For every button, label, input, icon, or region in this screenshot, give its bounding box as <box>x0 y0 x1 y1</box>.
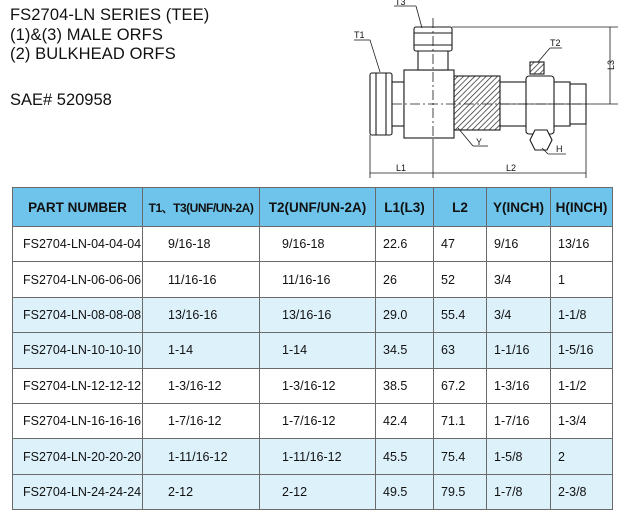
cell-part-number: FS2704-LN-16-16-16 <box>13 403 143 438</box>
cell-part-number: FS2704-LN-10-10-10 <box>13 333 143 368</box>
cell-l1: 38.5 <box>376 368 434 403</box>
title-block <box>10 6 209 65</box>
table-row <box>13 262 613 297</box>
cell-l2: 52 <box>434 262 487 297</box>
label-h: H <box>556 144 563 154</box>
header-part-number: PART NUMBER <box>13 188 143 227</box>
cell-h: 13/16 <box>551 227 613 262</box>
cell-t2: 13/16-16 <box>260 297 376 332</box>
cell-y: 3/4 <box>487 297 551 332</box>
cell-t1-t3: 11/16-16 <box>143 262 260 297</box>
label-l3: L3 <box>606 59 616 70</box>
table-row <box>13 227 613 262</box>
label-l2: L2 <box>506 163 517 173</box>
cell-h: 1-1/2 <box>551 368 613 403</box>
cell-part-number: FS2704-LN-04-04-04 <box>13 227 143 262</box>
cell-part-number: FS2704-LN-20-20-20 <box>13 439 143 474</box>
header-y: Y(INCH) <box>487 188 551 227</box>
header-l2: L2 <box>434 188 487 227</box>
label-l1: L1 <box>396 163 407 173</box>
cell-l1: 34.5 <box>376 333 434 368</box>
cell-t1-t3: 1-3/16-12 <box>143 368 260 403</box>
cell-l2: 79.5 <box>434 474 487 509</box>
cell-h: 1-3/4 <box>551 403 613 438</box>
body-right <box>454 76 500 130</box>
label-t1: T1 <box>354 30 365 40</box>
cell-part-number: FS2704-LN-24-24-24 <box>13 474 143 509</box>
cell-t1-t3: 9/16-18 <box>143 227 260 262</box>
spec-table <box>12 187 613 510</box>
cell-t1-t3: 13/16-16 <box>143 297 260 332</box>
cell-h: 1-1/8 <box>551 297 613 332</box>
cell-l1: 26 <box>376 262 434 297</box>
cell-l2: 47 <box>434 227 487 262</box>
subtitle-bulkhead-orfs: (2) BULKHEAD ORFS <box>10 45 176 63</box>
cell-part-number: FS2704-LN-06-06-06 <box>13 262 143 297</box>
cell-h: 1-5/16 <box>551 333 613 368</box>
cell-y: 1-3/16 <box>487 368 551 403</box>
cell-t2: 11/16-16 <box>260 262 376 297</box>
cell-h: 2-3/8 <box>551 474 613 509</box>
cell-t2: 1-14 <box>260 333 376 368</box>
cell-l1: 45.5 <box>376 439 434 474</box>
cell-l1: 49.5 <box>376 474 434 509</box>
cell-t2: 2-12 <box>260 474 376 509</box>
cell-l2: 63 <box>434 333 487 368</box>
cell-y: 1-1/16 <box>487 333 551 368</box>
cell-y: 3/4 <box>487 262 551 297</box>
cell-t1-t3: 1-11/16-12 <box>143 439 260 474</box>
cell-t1-t3: 1-14 <box>143 333 260 368</box>
label-y: Y <box>476 137 483 147</box>
table-row <box>13 474 613 509</box>
cell-t1-t3: 2-12 <box>143 474 260 509</box>
cell-t2: 9/16-18 <box>260 227 376 262</box>
cell-part-number: FS2704-LN-08-08-08 <box>13 297 143 332</box>
header-t1-t3: T1、T3(UNF/UN-2A) <box>143 188 260 227</box>
t2-thread <box>530 62 544 74</box>
cell-t1-t3: 1-7/16-12 <box>143 403 260 438</box>
cell-h: 1 <box>551 262 613 297</box>
cell-t2: 1-3/16-12 <box>260 368 376 403</box>
cell-h: 2 <box>551 439 613 474</box>
cell-y: 1-5/8 <box>487 439 551 474</box>
table-row <box>13 333 613 368</box>
header-h: H(INCH) <box>551 188 613 227</box>
label-t2: T2 <box>550 38 561 48</box>
cell-l2: 55.4 <box>434 297 487 332</box>
cell-y: 9/16 <box>487 227 551 262</box>
header-t2: T2(UNF/UN-2A) <box>260 188 376 227</box>
lock-nut <box>526 76 554 134</box>
cell-t2: 1-11/16-12 <box>260 439 376 474</box>
sae-number: SAE# 520958 <box>10 91 112 109</box>
series-title: FS2704-LN SERIES (TEE) <box>10 6 210 24</box>
tee-fitting-drawing <box>330 0 638 185</box>
table-row <box>13 403 613 438</box>
cell-part-number: FS2704-LN-12-12-12 <box>13 368 143 403</box>
cell-t2: 1-7/16-12 <box>260 403 376 438</box>
table-row <box>13 297 613 332</box>
cell-y: 1-7/16 <box>487 403 551 438</box>
table-header-row <box>13 188 613 227</box>
table-row <box>13 439 613 474</box>
cell-l1: 29.0 <box>376 297 434 332</box>
h-hex <box>530 130 552 150</box>
table-row <box>13 368 613 403</box>
cell-l2: 71.1 <box>434 403 487 438</box>
subtitle-male-orfs: (1)&(3) MALE ORFS <box>10 25 163 44</box>
header-l1: L1(L3) <box>376 188 434 227</box>
cell-l2: 75.4 <box>434 439 487 474</box>
cell-y: 1-7/8 <box>487 474 551 509</box>
cell-l1: 42.4 <box>376 403 434 438</box>
cell-l2: 67.2 <box>434 368 487 403</box>
t1-nut <box>370 73 392 135</box>
cell-l1: 22.6 <box>376 227 434 262</box>
label-t3: T3 <box>395 0 406 7</box>
